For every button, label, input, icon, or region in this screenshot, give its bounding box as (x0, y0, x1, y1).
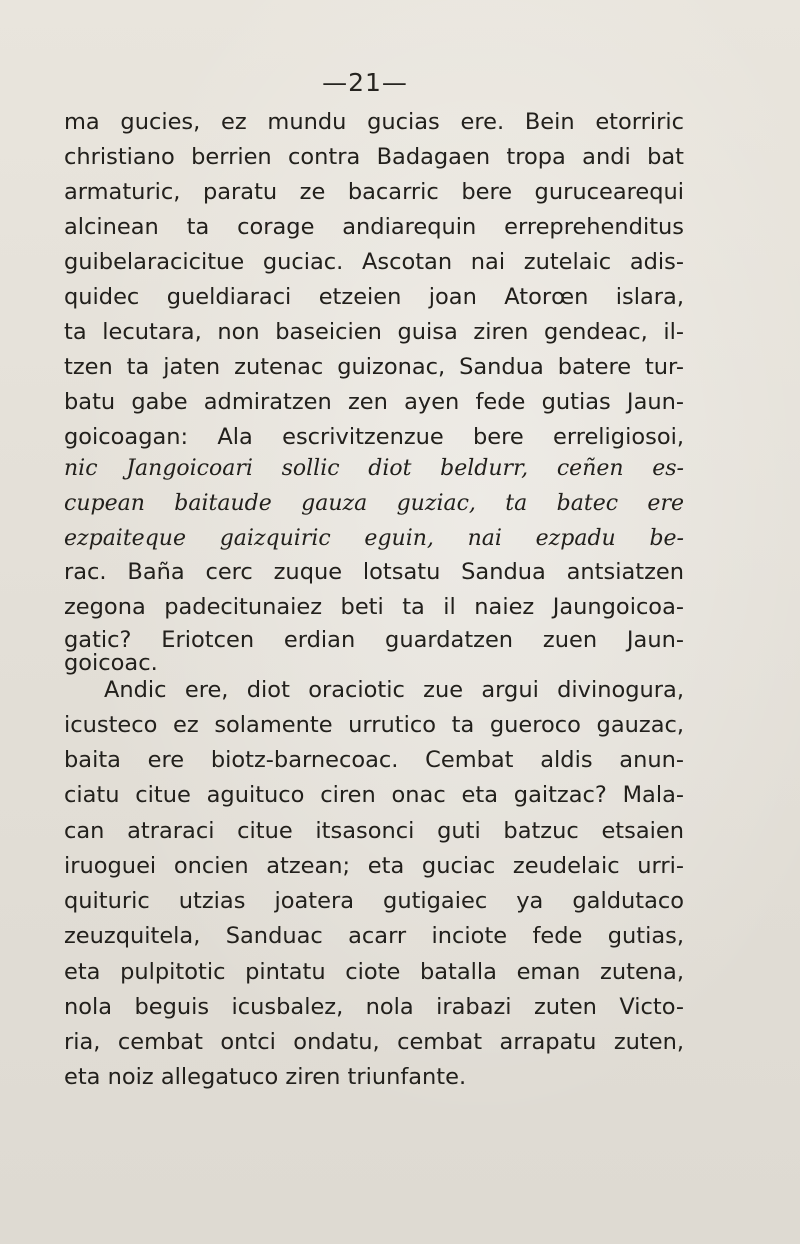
text-line: alcinean ta corage andiarequin erreprehenditus (64, 214, 684, 240)
text-line: goicoac. (64, 650, 158, 676)
text-line: nola beguis icusbalez, nola irabazi zuten Victo- (64, 994, 684, 1020)
text-line: eta noiz allegatuco ziren triunfante. (64, 1064, 467, 1090)
text-line: gatic? Eriotcen erdian guardatzen zuen Jaun- (64, 627, 684, 653)
text-line: ma gucies, ez mundu gucias ere. Bein etorriric (64, 109, 684, 135)
text-line: quidec gueldiaraci etzeien joan Atorœn islara, (64, 284, 684, 310)
italic-text-line: nic Jangoicoari sollic diot beldurr, ceñen es- (64, 456, 684, 481)
italic-text-line: cupean baitaude gauza guziac, ta batec ere (64, 491, 684, 516)
text-line: iruoguei oncien atzean; eta guciac zeudelaic urri- (64, 853, 684, 879)
text-line: ria, cembat ontci ondatu, cembat arrapatu zuten, (64, 1029, 684, 1055)
text-line: ciatu citue aguituco ciren onac eta gaitzac? Mala- (64, 782, 684, 808)
italic-text-line: ezpaiteque gaizquiric eguin, nai ezpadu be- (64, 526, 684, 551)
text-line: zeuzquitela, Sanduac acarr inciote fede gutias, (64, 923, 684, 949)
text-line: eta pulpitotic pintatu ciote batalla eman zutena, (64, 959, 684, 985)
text-line: baita ere biotz-barnecoac. Cembat aldis anun- (64, 747, 684, 773)
text-line: goicoagan: Ala escrivitzenzue bere erreligiosoi, (64, 424, 684, 450)
page-number: —21— (322, 68, 408, 97)
text-line: can atraraci citue itsasonci guti batzuc etsaien (64, 818, 684, 844)
text-line: armaturic, paratu ze bacarric bere gurucearequi (64, 179, 684, 205)
paragraph-first-line: Andic ere, diot oraciotic zue argui divinogura, (104, 677, 684, 703)
text-line: christiano berrien contra Badagaen tropa andi bat (64, 144, 684, 170)
text-line: ta lecutara, non baseicien guisa ziren gendeac, il- (64, 319, 684, 345)
text-line: icusteco ez solamente urrutico ta gueroco gauzac, (64, 712, 684, 738)
text-line: guibelaracicitue guciac. Ascotan nai zutelaic adis- (64, 249, 684, 275)
text-line: rac. Baña cerc zuque lotsatu Sandua antsiatzen (64, 559, 684, 585)
text-line: quituric utzias joatera gutigaiec ya galdutaco (64, 888, 684, 914)
text-line: tzen ta jaten zutenac guizonac, Sandua batere tur- (64, 354, 684, 380)
text-line: batu gabe admiratzen zen ayen fede gutias Jaun- (64, 389, 684, 415)
text-line: zegona padecitunaiez beti ta il naiez Jaungoicoa- (64, 594, 684, 620)
